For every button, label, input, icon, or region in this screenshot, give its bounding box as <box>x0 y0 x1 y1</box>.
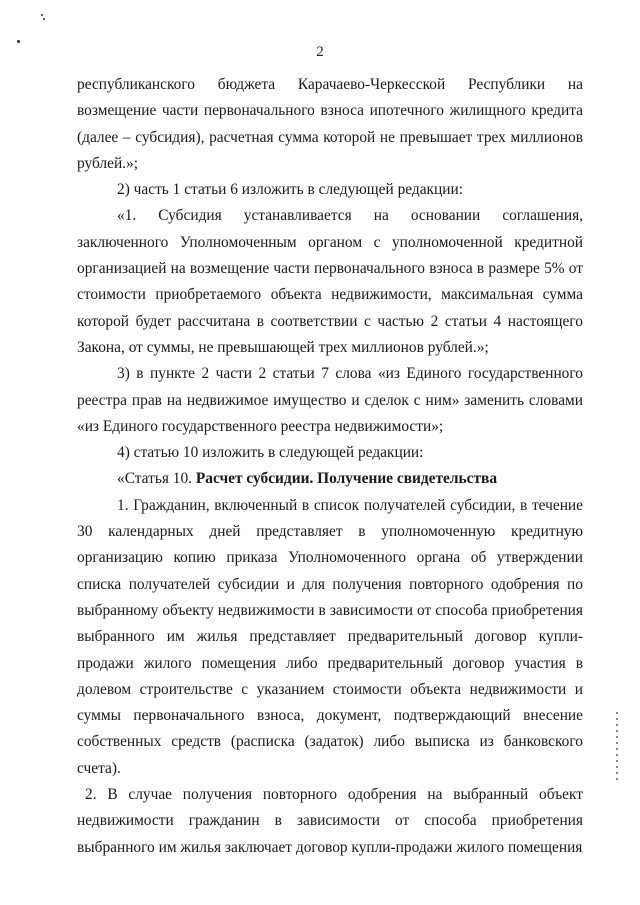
paragraph: 2. В случае получения повторного одобрения на выбранный объект недвижимости гражданин в зависимости от способа приобретения выбранного им жилья заключает договор купли-продажи жилого помещения <box>77 786 583 856</box>
paragraph: 4) статью 10 изложить в следующей редакции: <box>117 444 424 462</box>
paragraph: республиканского бюджета Карачаево-Черкесской Республики на возмещение части первоначального взноса ипотечного жилищного кредита (далее – субсидия), расчетная сумма которой не превышает трех миллионов рублей.»; <box>77 76 583 172</box>
article-heading <box>77 466 583 492</box>
page-number: 2 <box>316 44 324 60</box>
paragraph: 2) часть 1 статьи 6 изложить в следующей редакции: <box>117 181 464 199</box>
article-title: Расчет субсидии. Получение свидетельства <box>195 470 498 488</box>
scan-edge-marks <box>616 712 618 782</box>
paragraph: 3) в пункте 2 части 2 статьи 7 слова «из Единого государственного реестра прав на недвижимое имущество и сделок с ним» заменить словами «из Единого государственного реестра недвижимости»; <box>77 365 583 435</box>
scan-speck <box>41 14 43 16</box>
scan-speck <box>17 40 20 43</box>
paragraph: «1. Субсидия устанавливается на основании соглашения, заключенного Уполномоченным органом с уполномоченной кредитной организацией на возмещение части первоначального взноса в размере 5% от стоимости приобретаемого объекта недвижимости, максимальная сумма которой будет рассчитана в соответствии с частью 2 статьи 4 настоящего Закона, от суммы, не превышающей трех миллионов рублей.»; <box>77 207 583 356</box>
scan-speck <box>43 18 45 20</box>
document-body <box>77 72 583 861</box>
paragraph: 1. Гражданин, включенный в список получателей субсидии, в течение 30 календарных дней представляет в уполномоченную кредитную организацию копию приказа Уполномоченного органа об утверждении списка получателей субсидии и для получения повторного одобрения по выбранному объекту недвижимости в зависимости от способа приобретения выбранного им жилья представляет предварительный договор купли-продажи жилого помещения либо предварительный договор участия в долевом строительстве с указанием стоимости объекта недвижимости и суммы первоначального взноса, документ, подтверждающий внесение собственных средств (расписка (задаток) либо выписка из банковского счета). <box>77 496 583 777</box>
article-prefix: «Статья 10. <box>117 470 196 488</box>
